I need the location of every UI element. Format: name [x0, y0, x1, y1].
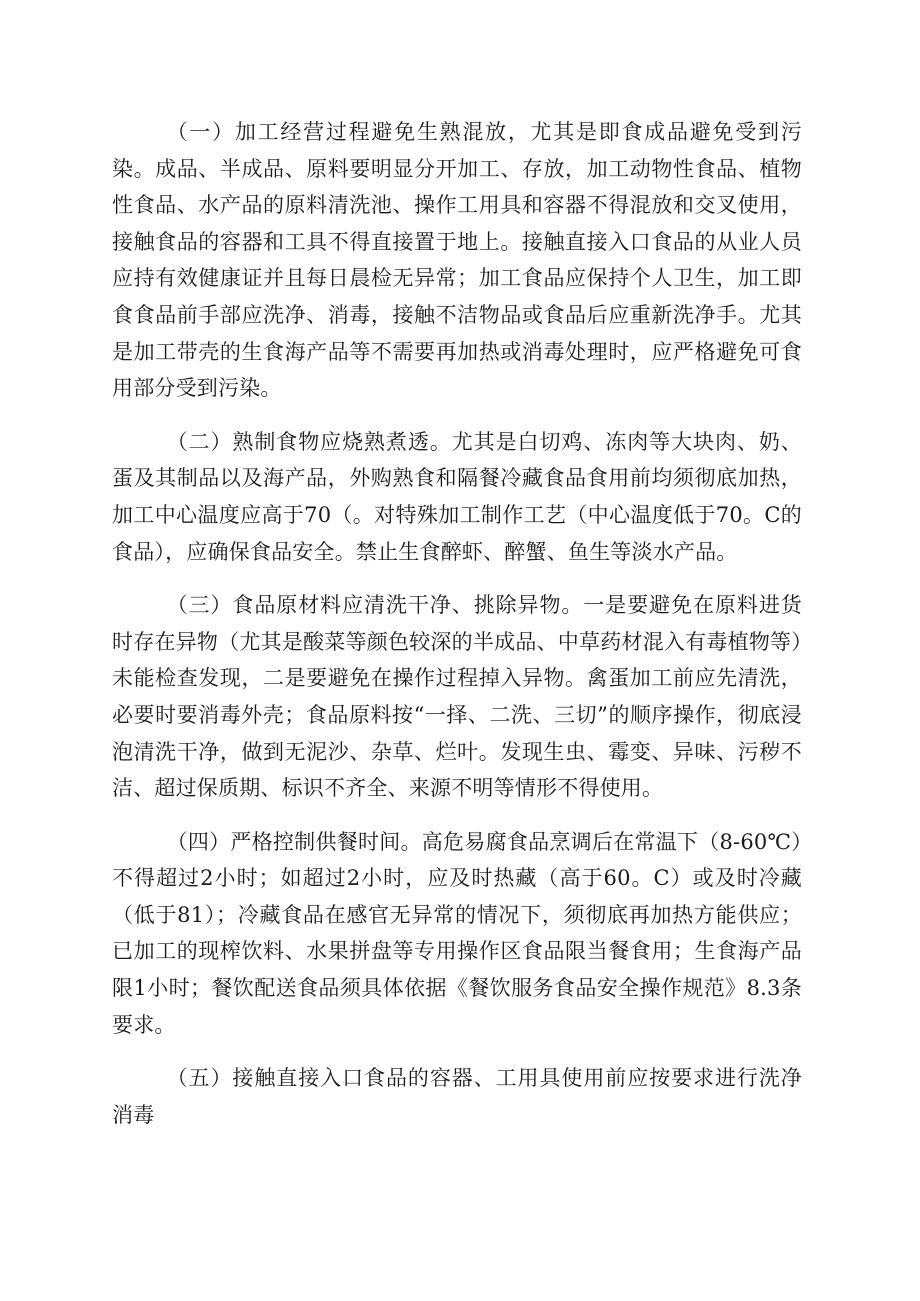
- paragraph-3: （三）食品原材料应清洗干净、挑除异物。一是要避免在原料进货时存在异物（尤其是酸菜等颜色较深的半成品、中草药材混入有毒植物等）未能检查发现，二是要避免在操作过程掉入异物。禽蛋加工前应先清洗，必要时要消毒外壳；食品原料按“一择、二洗、三切”的顺序操作，彻底浸泡清洗干净，做到无泥沙、杂草、烂叶。发现生虫、霉变、异味、污秽不洁、超过保质期、标识不齐全、来源不明等情形不得使用。: [112, 593, 802, 801]
- paragraph-4: （四）严格控制供餐时间。高危易腐食品烹调后在常温下（8-60℃）不得超过2小时；如超过2小时，应及时热藏（高于60。C）或及时冷藏（低于81）；冷藏食品在感官无异常的情况下，须彻底再加热方能供应；已加工的现榨饮料、水果拼盘等专用操作区食品限当餐食用；生食海产品限1小时；餐饮配送食品须具体依据《餐饮服务食品安全操作规范》8.3条要求。: [112, 829, 802, 1037]
- paragraph-1: （一）加工经营过程避免生熟混放，尤其是即食成品避免受到污染。成品、半成品、原料要明显分开加工、存放，加工动物性食品、植物性食品、水产品的原料清洗池、操作工用具和容器不得混放和交叉使用，接触食品的容器和工具不得直接置于地上。接触直接入口食品的从业人员应持有效健康证并且每日晨检无异常；加工食品应保持个人卫生，加工即食食品前手部应洗净、消毒，接触不洁物品或食品后应重新洗净手。尤其是加工带壳的生食海产品等不需要再加热或消毒处理时，应严格避免可食用部分受到污染。: [112, 120, 802, 401]
- paragraph-2: （二）熟制食物应烧熟煮透。尤其是白切鸡、冻肉等大块肉、奶、蛋及其制品以及海产品，外购熟食和隔餐冷藏食品食用前均须彻底加热，加工中心温度应高于70（。对特殊加工制作工艺（中心温度低于70。C的食品），应确保食品安全。禁止生食醉虾、醉蟹、鱼生等淡水产品。: [112, 429, 802, 564]
- paragraph-5: （五）接触直接入口食品的容器、工用具使用前应按要求进行洗净消毒: [112, 1066, 802, 1127]
- document-body: [112, 114, 802, 1150]
